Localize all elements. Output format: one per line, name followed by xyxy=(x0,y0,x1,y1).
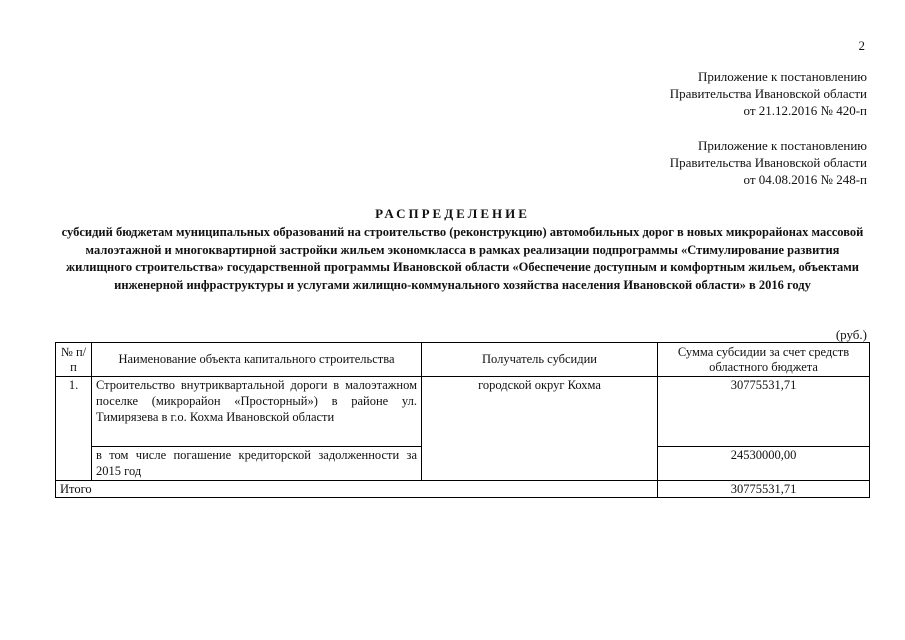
appendix-2-line-1: Приложение к постановлению xyxy=(697,138,867,153)
distribution-table xyxy=(55,342,870,498)
appendix-2-line-3: от 04.08.2016 № 248-п xyxy=(743,172,867,187)
header-num: № п/п xyxy=(56,343,92,377)
page-number: 2 xyxy=(858,38,865,53)
row-2-sum: 24530000,00 xyxy=(658,447,870,481)
appendix-header-2 xyxy=(670,137,867,188)
total-label: Итого xyxy=(56,481,658,498)
document-title: РАСПРЕДЕЛЕНИЕ xyxy=(375,206,530,221)
row-1-recipient: городской округ Кохма xyxy=(422,377,658,481)
appendix-header-1 xyxy=(670,68,867,119)
row-2-object-name: в том числе погашение кредиторской задолженности за 2015 год xyxy=(92,447,422,481)
appendix-1-line-1: Приложение к постановлению xyxy=(697,69,867,84)
total-sum: 30775531,71 xyxy=(658,481,870,498)
header-sum: Сумма субсидии за счет средств областного бюджета xyxy=(658,343,870,377)
row-1-num: 1. xyxy=(56,377,92,481)
header-recipient: Получатель субсидии xyxy=(422,343,658,377)
table-header-row xyxy=(56,343,870,377)
appendix-1-line-2: Правительства Ивановской области xyxy=(669,86,867,101)
appendix-1-line-3: от 21.12.2016 № 420-п xyxy=(743,103,867,118)
table-row xyxy=(56,377,870,447)
row-1-sum: 30775531,71 xyxy=(658,377,870,447)
document-subtitle: субсидий бюджетам муниципальных образований на строительство (реконструкцию) автомобильных дорог в новых микрорайонах массовой малоэтажной и многоквартирной застройки жильем экономкласса в рамках реализации подпрограммы «Стимулирование развития жилищного строительства» государственной программы Ивановской области «Обеспечение доступным и комфортным жильем, объектами инженерной инфраструктуры и услугами жилищно-коммунального хозяйства населения Ивановской области» в 2016 году xyxy=(61,225,864,292)
header-object-name: Наименование объекта капитального строительства xyxy=(92,343,422,377)
table-total-row xyxy=(56,481,870,498)
row-1-object-name: Строительство внутриквартальной дороги в малоэтажном поселке (микрорайон «Просторный») в районе ул. Тимирязева в г.о. Кохма Ивановской области xyxy=(92,377,422,447)
currency-unit: (руб.) xyxy=(835,327,867,342)
appendix-2-line-2: Правительства Ивановской области xyxy=(669,155,867,170)
